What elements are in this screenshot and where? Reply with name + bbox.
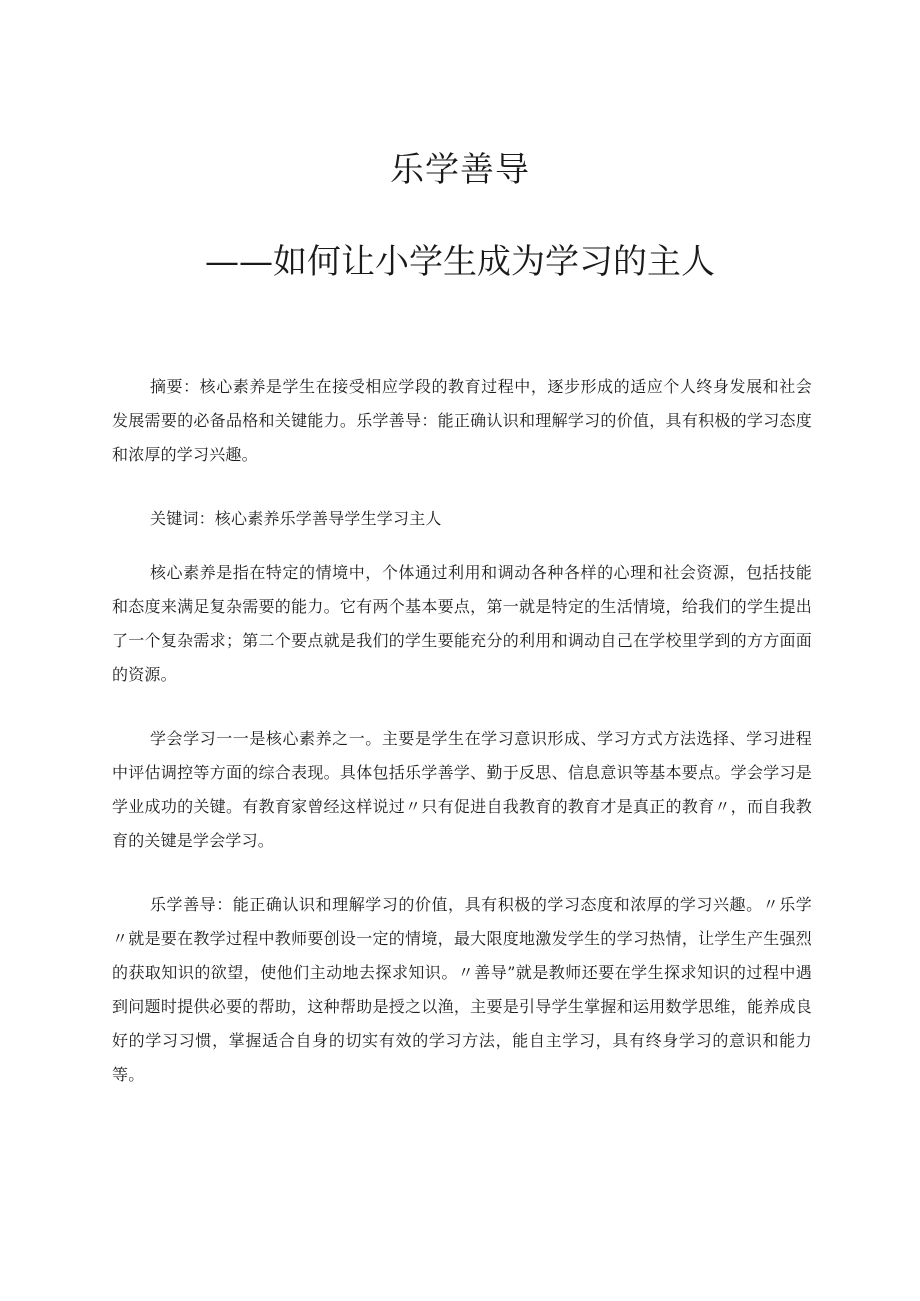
page-title: 乐学善导 — [390, 150, 530, 190]
keywords-paragraph: 关键词：核心素养乐学善导学生学习主人 — [150, 509, 442, 528]
learning-to-learn-paragraph: 学会学习一一是核心素养之一。主要是学生在学习意识形成、学习方式方法选择、学习进程中评估调控等方面的综合表现。具体包括乐学善学、勤于反思、信息意识等基本要点。学会学习是学业成功的关键。有教育家曾经这样说过〃只有促进自我教育的教育才是真正的教育〃，而自我教育的关键是学会学习。 — [112, 729, 812, 850]
page-subtitle: ——如何让小学生成为学习的主人 — [205, 242, 715, 282]
happy-learning-paragraph: 乐学善导：能正确认识和理解学习的价值，具有积极的学习态度和浓厚的学习兴趣。〃乐学〃就是要在教学过程中教师要创设一定的情境，最大限度地激发学生的学习热情，让学生产生强烈的获取知识的欲望，使他们主动地去探求知识。〃善导”就是教师还要在学生探求知识的过程中遇到问题时提供必要的帮助，这种帮助是授之以渔，主要是引导学生掌握和运用数学思维，能养成良好的学习习惯，掌握适合自身的切实有效的学习方法，能自主学习，具有终身学习的意识和能力等。 — [112, 895, 812, 1084]
abstract-paragraph: 摘要：核心素养是学生在接受相应学段的教育过程中，逐步形成的适应个人终身发展和社会发展需要的必备品格和关键能力。乐学善导：能正确认识和理解学习的价值，具有积极的学习态度和浓厚的学习兴趣。 — [112, 377, 812, 464]
core-literacy-paragraph: 核心素养是指在特定的情境中，个体通过利用和调动各种各样的心理和社会资源，包括技能和态度来满足复杂需要的能力。它有两个基本要点，第一就是特定的生活情境，给我们的学生提出了一个复杂需求；第二个要点就是我们的学生要能充分的利用和调动自己在学校里学到的方方面面的资源。 — [112, 563, 812, 684]
